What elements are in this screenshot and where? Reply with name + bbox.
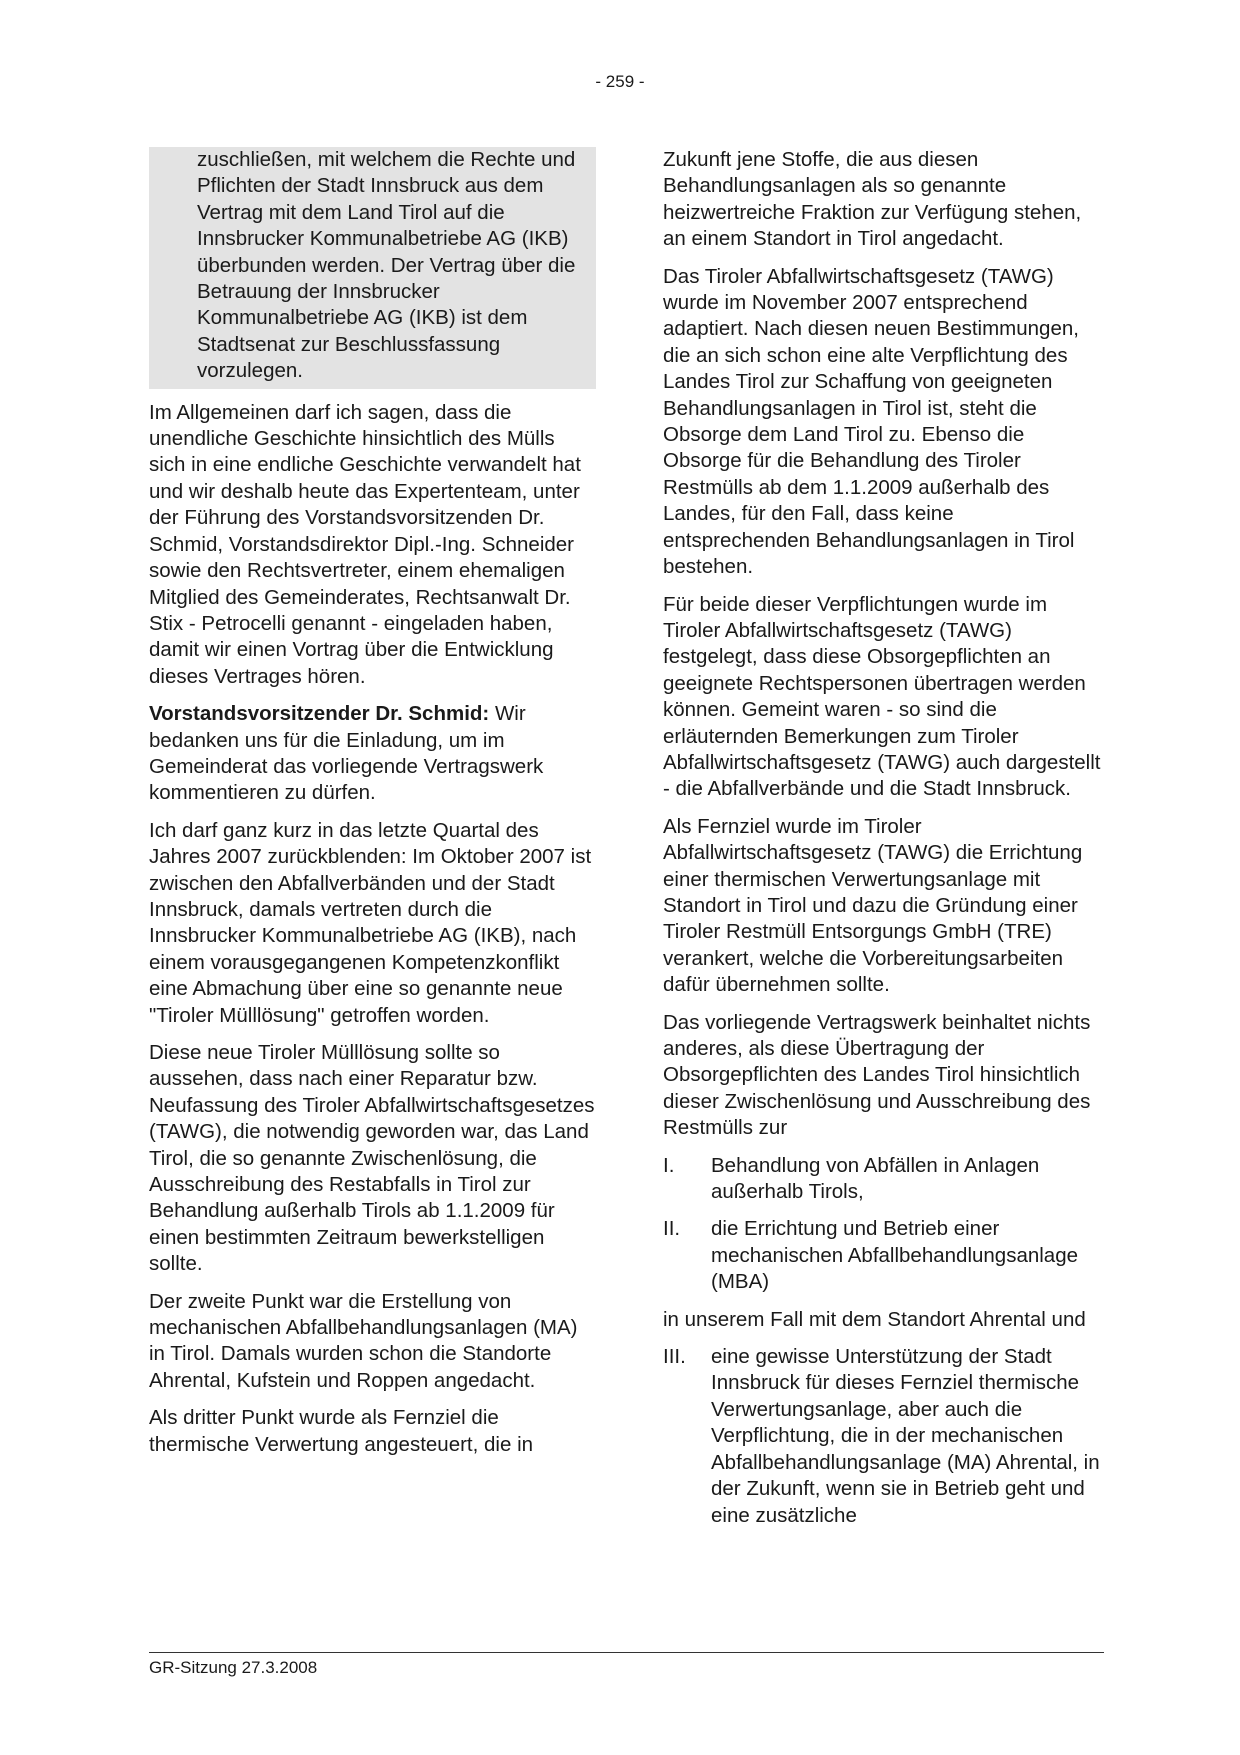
right-column: [663, 147, 1105, 1540]
footer-divider: [149, 1652, 1104, 1653]
paragraph: Im Allgemeinen darf ich sagen, dass die unendliche Geschichte hinsichtlich des Mülls sich in eine endliche Geschichte verwandelt hat und wir deshalb heute das Expertenteam, unter der Führung des Vorstandsvorsitzenden Dr. Schmid, Vorstandsdirektor Dipl.-Ing. Schneider sowie den Rechtsvertreter, einem ehemaligen Mitglied des Gemeinderates, Rechtsanwalt Dr. Stix - Petrocelli genannt - eingeladen haben, damit wir einen Vortrag über die Entwicklung dieses Vertrages hören.: [149, 400, 581, 688]
list-item: [663, 1344, 1105, 1529]
paragraph: Zukunft jene Stoffe, die aus diesen Behandlungsanlagen als so genannte heizwertreiche Fraktion zur Verfügung stehen, an einem Standort in Tirol angedacht.: [663, 148, 1082, 251]
list-text: Behandlung von Abfällen in Anlagen außerhalb Tirols,: [711, 1153, 1040, 1204]
footer-text: GR-Sitzung 27.3.2008: [149, 1658, 318, 1677]
speaker-name: Vorstandsvorsitzender Dr. Schmid:: [149, 702, 490, 726]
paragraph: in unserem Fall mit dem Standort Ahrental und: [663, 1307, 1086, 1331]
list-number: I.: [663, 1153, 675, 1177]
speaker-text: Wir bedanken uns für die Einladung, um im Gemeinderat das vorliegende Vertragswerk kommentieren zu dürfen.: [149, 702, 544, 805]
list-text: die Errichtung und Betrieb einer mechanischen Abfallbehandlungsanlage (MBA): [711, 1217, 1079, 1294]
list-item: [663, 1153, 1105, 1206]
page-number: - 259 -: [595, 72, 645, 91]
list-number: III.: [663, 1345, 686, 1369]
paragraph: Als Fernziel wurde im Tiroler Abfallwirtschaftsgesetz (TAWG) die Errichtung einer thermischen Verwertungsanlage mit Standort in Tirol und dazu die Gründung einer Tiroler Restmüll Entsorgungs GmbH (TRE) verankert, welche die Vorbereitungsarbeiten dafür übernehmen sollte.: [663, 814, 1083, 997]
list-text: eine gewisse Unterstützung der Stadt Innsbruck für dieses Fernziel thermische Verwertungsanlage, aber auch die Verpflichtung, die in der mechanischen Abfallbehandlungsanlage (MA) Ahrental, in der Zukunft, wenn sie in Betrieb geht und eine zusätzliche: [711, 1345, 1100, 1527]
paragraph: Ich darf ganz kurz in das letzte Quartal des Jahres 2007 zurückblenden: Im Oktober 2007 ist zwischen den Abfallverbänden und der Stadt Innsbruck, damals vertreten durch die Innsbrucker Kommunalbetriebe AG (IKB), nach einem vorausgegangenen Kompetenzkonflikt eine Abmachung über eine so genannte neue "Tiroler Mülllösung" getroffen worden.: [149, 818, 592, 1027]
paragraph: Das vorliegende Vertragswerk beinhaltet nichts anderes, als diese Übertragung der Obsorgepflichten des Landes Tirol hinsichtlich dieser Zwischenlösung und Ausschreibung des Restmülls zur: [663, 1010, 1091, 1140]
list-item: [663, 1216, 1105, 1295]
paragraph: Der zweite Punkt war die Erstellung von mechanischen Abfallbehandlungsanlagen (MA) in Tirol. Damals wurden schon die Standorte Ahrental, Kufstein und Roppen angedacht.: [149, 1289, 578, 1392]
paragraph: Diese neue Tiroler Mülllösung sollte so aussehen, dass nach einer Reparatur bzw. Neufassung des Tiroler Abfallwirtschaftsgesetzes (TAWG), die notwendig geworden war, das Land Tirol, die so genannte Zwischenlösung, die Ausschreibung des Restabfalls in Tirol zur Behandlung außerhalb Tirols ab 1.1.2009 für einen bestimmten Zeitraum bewerkstelligen sollte.: [149, 1041, 595, 1276]
speaker-paragraph: [149, 701, 596, 807]
paragraph: Für beide dieser Verpflichtungen wurde im Tiroler Abfallwirtschaftsgesetz (TAWG) festgelegt, dass diese Obsorgepflichten an geeignete Rechtspersonen übertragen werden können. Gemeint waren - so sind die erläuternden Bemerkungen zum Tiroler Abfallwirtschaftsgesetz (TAWG) auch dargestellt - die Abfallverbände und die Stadt Innsbruck.: [663, 592, 1101, 801]
list-number: II.: [663, 1217, 681, 1241]
paragraph: Als dritter Punkt wurde als Fernziel die thermische Verwertung angesteuert, die in: [149, 1406, 534, 1456]
paragraph: Das Tiroler Abfallwirtschaftsgesetz (TAWG) wurde im November 2007 entsprechend adaptiert. Nach diesen neuen Bestimmungen, die an sich schon eine alte Verpflichtung des Landes Tirol zur Schaffung von geeigneten Behandlungsanlagen in Tirol ist, steht die Obsorge dem Land Tirol zu. Ebenso die Obsorge für die Behandlung des Tiroler Restmülls ab dem 1.1.2009 außerhalb des Landes, für den Fall, dass keine entsprechenden Behandlungsanlagen in Tirol bestehen.: [663, 264, 1079, 579]
left-column: [149, 147, 596, 1469]
shaded-quote-block: zuschließen, mit welchem die Rechte und Pflichten der Stadt Innsbruck aus dem Vertrag mit dem Land Tirol auf die Innsbrucker Kommunalbetriebe AG (IKB) überbunden werden. Der Vertrag über die Betrauung der Innsbrucker Kommunalbetriebe AG (IKB) ist dem Stadtsenat zur Beschlussfassung vorzulegen.: [149, 147, 596, 389]
